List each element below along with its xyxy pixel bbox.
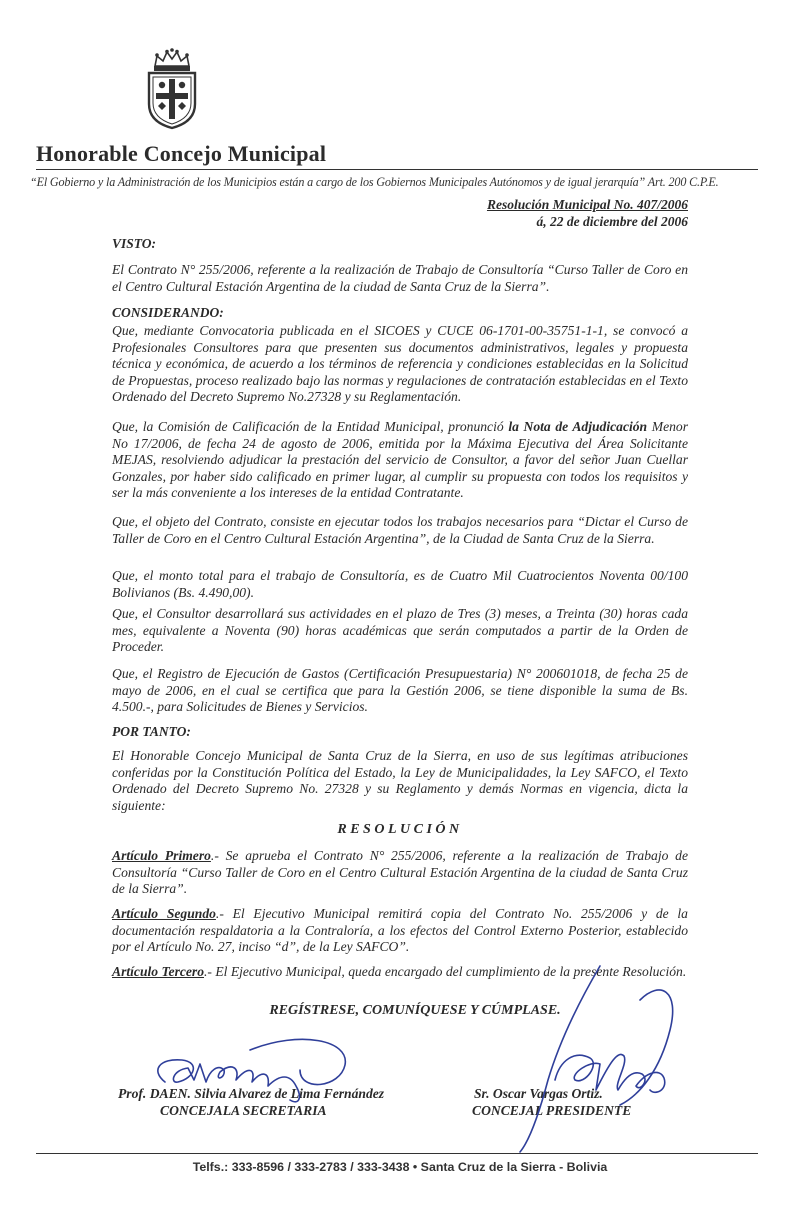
visto-paragraph: El Contrato N° 255/2006, referente a la realización de Trabajo de Consultoría “Curso Taller de Coro en el Centro Cultural Estación Argentina de la ciudad de Santa Cruz de la Sierra”. — [112, 262, 688, 294]
considerando-paragraph-3: Que, el objeto del Contrato, consiste en ejecutar todos los trabajos necesarios para “Dictar el Curso de Taller de Coro en el Centro Cultural Estación Argentina”, de la Ciudad de Santa Cruz de la Sierra. — [112, 514, 688, 546]
article-third-text: .- El Ejecutivo Municipal, queda encargado del cumplimiento de la presente Resolución. — [204, 964, 687, 979]
closing-formula — [0, 1003, 800, 1019]
paragraph-text: Menor No 17/2006, de fecha 24 de agosto de 2006, emitida por la Máxima Ejecutiva del Área Solicitante MEJAS, resolviendo adjudicar la prestación del servicio de Consultor, a favor del señor Juan Cuellar Gonzales, por haber sido calificado en primer lugar, al cumplir su propuesta con todos los requisitos y ser la más conveniente a los intereses de la entidad Contratante. — [112, 419, 689, 501]
considerando-paragraph-4: Que, el monto total para el trabajo de Consultoría, es de Cuatro Mil Cuatrocientos Noventa 00/100 Bolivianos (Bs. 4.490,00). — [112, 568, 688, 600]
considerando-title: CONSIDERANDO: — [112, 305, 224, 320]
por-tanto-title: POR TANTO: — [112, 724, 191, 739]
council-name: Honorable Concejo Municipal — [36, 141, 327, 166]
resolution-reference — [487, 196, 688, 230]
president-title: CONCEJAL PRESIDENTE — [472, 1103, 632, 1118]
president-name: Sr. Oscar Vargas Ortiz. — [474, 1086, 603, 1101]
resolucion-heading: RESOLUCIÓN — [337, 822, 463, 837]
article-second — [112, 906, 688, 956]
paragraph-text: Que, la Comisión de Calificación de la Entidad Municipal, pronunció — [112, 419, 509, 434]
adjudication-note-bold: la Nota de Adjudicación — [508, 419, 648, 434]
article-first-label: Artículo Primero — [112, 848, 211, 863]
header-divider — [36, 169, 758, 170]
closing-formula-text: REGÍSTRESE, COMUNÍQUESE Y CÚMPLASE. — [269, 1003, 561, 1018]
contact-footer: Telfs.: 333-8596 / 333-2783 / 333-3438 • Santa Cruz de la Sierra - Bolivia — [192, 1160, 608, 1174]
resolution-date: á, 22 de diciembre del 2006 — [536, 214, 688, 229]
article-first-text: .- Se aprueba el Contrato N° 255/2006, referente a la realización de Trabajo de Consultoría “Curso Taller de Coro en el Centro Cultural Estación Argentina de la ciudad de Santa Cruz de la Sierra”. — [112, 848, 688, 897]
considerando-paragraph-2 — [112, 419, 688, 502]
constitutional-motto: “El Gobierno y la Administración de los Municipios están a cargo de los Gobiernos Municipales Autónomos y de igual jerarquía” Art. 200 C.P.E. — [30, 175, 719, 189]
president-signature-line — [520, 966, 600, 1152]
article-second-text: .- El Ejecutivo Municipal remitirá copia del Contrato No. 255/2006 y de la documentación respaldatoria a la Contraloría, a los efectos del Control Externo Posterior, establecido por el Artículo No. 27, inciso “d”, de la Ley SAFCO”. — [112, 906, 688, 955]
secretary-title: CONCEJALA SECRETARIA — [160, 1103, 327, 1118]
por-tanto-paragraph: El Honorable Concejo Municipal de Santa Cruz de la Sierra, en uso de sus legítimas atribuciones conferidas por la Constitución Política del Estado, la Ley de Municipalidades, la Ley SAFCO, el Texto Ordenado del Decreto Supremo No. 27328 y su Reglamento y demás Normas en vigencia, dicta la siguiente: — [112, 748, 688, 813]
secretary-name: Prof. DAEN. Silvia Alvarez de Lima Fernández — [118, 1086, 385, 1101]
footer-divider — [36, 1153, 758, 1154]
article-first — [112, 848, 688, 898]
considerando-paragraph-5: Que, el Consultor desarrollará sus actividades en el plazo de Tres (3) meses, a Treinta (30) horas cada mes, equivalente a Noventa (90) horas académicas que serán computados a partir de la Orden de Proceder. — [112, 606, 688, 655]
article-second-label: Artículo Segundo — [112, 906, 216, 921]
municipal-crest-icon — [143, 48, 201, 130]
article-third-label: Artículo Tercero — [112, 964, 205, 979]
secretary-signature-loop — [250, 1039, 345, 1084]
considerando-paragraph-1: Que, mediante Convocatoria publicada en el SICOES y CUCE 06-1701-00-35751-1-1, se convocó a Profesionales Consultores para que presenten sus documentos administrativos, legales y propuesta técnica y económica, de acuerdo a los términos de referencia y condiciones establecidas en la Solicitud de Propuestas, proceso realizado bajo las normas y regulaciones de contratación establecidas en el Texto Ordenado del Decreto Supremo No.27328 y su Reglamentación. — [112, 323, 688, 405]
considerando-paragraph-6: Que, el Registro de Ejecución de Gastos (Certificación Presupuestaria) N° 200601018, de fecha 25 de mayo de 2006, en el cual se certifica que para la Gestión 2006, se tiene disponible la suma de Bs. 4.500.-, para Solicitudes de Bienes y Servicios. — [112, 666, 688, 715]
visto-title: VISTO: — [112, 236, 157, 251]
resolution-number: Resolución Municipal No. 407/2006 — [486, 197, 688, 212]
article-third — [112, 964, 688, 981]
